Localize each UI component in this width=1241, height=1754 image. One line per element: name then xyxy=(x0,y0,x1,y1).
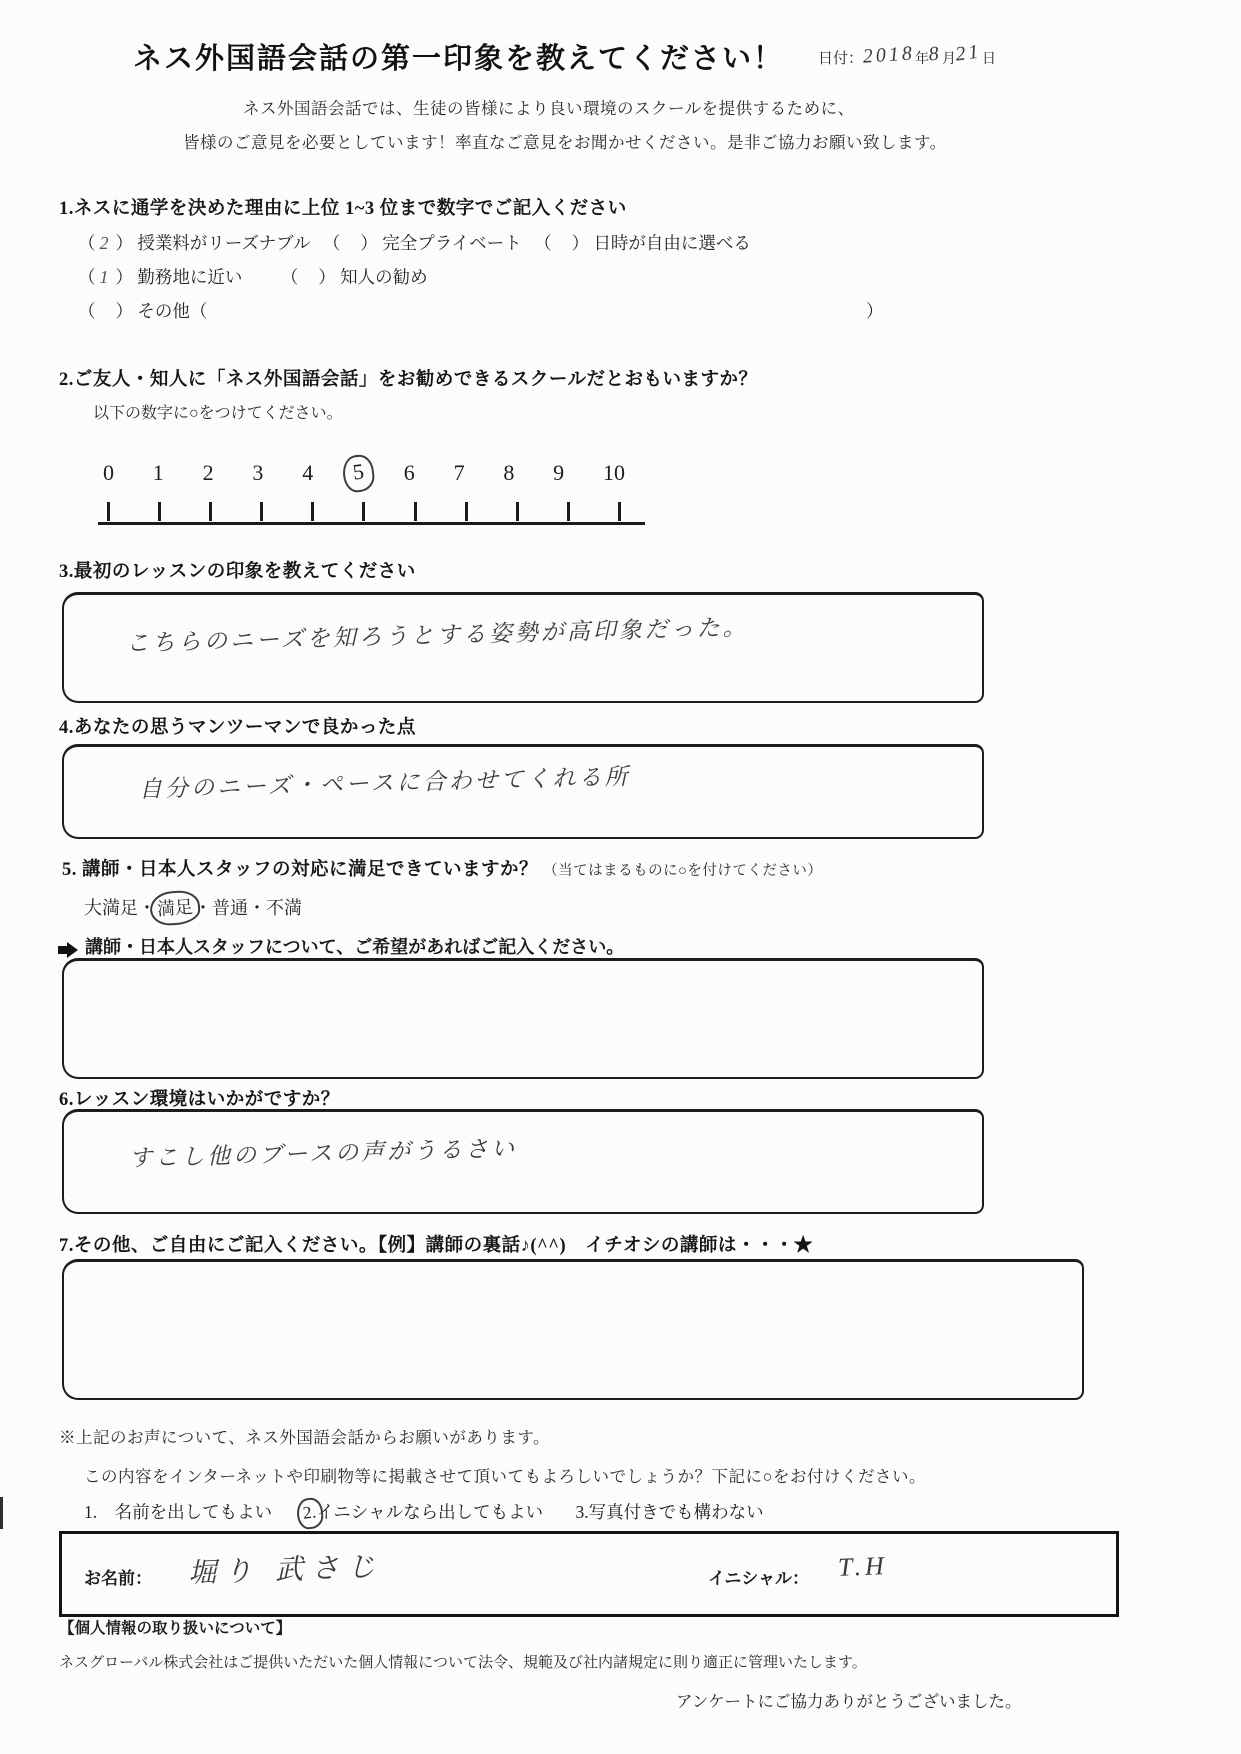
scale-number-7: 7 xyxy=(453,460,465,485)
consent-choice-2-number: 2. xyxy=(301,1501,317,1523)
q4-answer-box xyxy=(62,744,984,839)
intro-line-2: 皆様のご意見を必要としています！率直なご意見をお聞かせください。是非ご協力お願い致します。 xyxy=(183,133,947,152)
q5-option-manzoku-circled xyxy=(149,889,201,926)
q7-heading: 7.その他、ご自由にご記入ください。【例】講師の裏話♪(^^) イチオシの講師は・・・★ xyxy=(59,1236,813,1256)
option-separator: ・ xyxy=(138,898,156,918)
name-handwritten-value: 堀り 武さじ xyxy=(187,1551,384,1590)
date-day-handwritten: 21 xyxy=(954,40,983,66)
option-separator: ・ xyxy=(194,898,212,918)
q5-heading xyxy=(62,855,822,881)
scale-number-10: 10 xyxy=(602,460,625,485)
intro-line-1: ネス外国語会話では、生徒の皆様により良い環境のスクールを提供するために、 xyxy=(243,99,855,118)
date-day-unit: 日 xyxy=(982,52,997,67)
tick-mark xyxy=(567,502,570,521)
tick-mark xyxy=(465,502,468,521)
q5-heading-note: （当てはまるものに○を付けてください） xyxy=(543,863,823,879)
q5-satisfaction-options xyxy=(84,893,302,923)
q2-rating-scale xyxy=(103,460,625,487)
q1-rank-mark-reasonable: 2 xyxy=(99,233,112,253)
tick-mark xyxy=(516,502,519,521)
q1-option-row-1 xyxy=(78,230,751,255)
q1-option-label: 知人の勧め xyxy=(340,267,428,287)
option-separator: ・ xyxy=(248,898,266,918)
footer-note-2: この内容をインターネットや印刷物等に掲載させて頂いてもよろしいでしょうか？下記に○をお付けください。 xyxy=(84,1467,926,1486)
tick-mark xyxy=(311,502,314,521)
q4-heading: 4.あなたの思うマンツーマンで良かった点 xyxy=(59,718,416,738)
q2-heading: 2.ご友人・知人に「ネス外国語会話」をお勧めできるスクールだとおもいますか？ xyxy=(59,370,758,390)
q2-scale-ruler xyxy=(98,500,645,525)
q6-answer-box xyxy=(62,1109,984,1214)
checkbox-opening-paren: （ xyxy=(322,233,341,253)
tick-mark xyxy=(158,502,161,521)
consent-choice-1: 1. 名前を出してもよい xyxy=(84,1502,273,1522)
checkbox-closing-paren: ） xyxy=(115,301,133,321)
scale-number-5-circled xyxy=(341,453,376,494)
checkbox-closing-paren: ） xyxy=(115,267,133,287)
q6-heading: 6.レッスン環境はいかがですか？ xyxy=(59,1090,340,1110)
q5-option-daimanzoku: 大満足 xyxy=(84,898,138,918)
consent-choice-2-circled-number xyxy=(295,1497,324,1531)
q5-option-manzoku: 満足 xyxy=(156,896,194,920)
tick-mark xyxy=(107,502,110,521)
checkbox-opening-paren: （ xyxy=(78,301,96,321)
consent-choice-3: 3.写真付きでも構わない xyxy=(575,1502,764,1522)
checkbox-opening-paren: （ xyxy=(280,267,299,287)
scale-number-2: 2 xyxy=(202,460,214,485)
scale-number-4: 4 xyxy=(302,460,314,485)
q3-handwritten-answer: こちらのニーズを知ろうとする姿勢が高印象だった。 xyxy=(125,614,750,656)
tick-mark xyxy=(260,502,263,521)
scale-number-5: 5 xyxy=(351,458,366,485)
q5-answer-box xyxy=(62,958,984,1079)
scale-number-8: 8 xyxy=(503,460,515,485)
checkbox-closing-paren: ） xyxy=(360,233,378,253)
q3-answer-box xyxy=(62,592,984,703)
q5-followup-text: 講師・日本人スタッフについて、ご希望があればご記入ください。 xyxy=(85,937,625,957)
tick-mark xyxy=(618,502,621,521)
q5-heading-text: 5. 講師・日本人スタッフの対応に満足できていますか？ xyxy=(62,860,539,880)
checkbox-opening-paren: （ xyxy=(78,267,96,287)
date-month-unit: 月 xyxy=(942,52,957,67)
q2-scale-ticks xyxy=(107,502,621,522)
q1-option-row-3 xyxy=(78,298,207,323)
scale-number-0: 0 xyxy=(103,460,114,485)
q2-instruction: 以下の数字に○をつけてください。 xyxy=(93,405,343,422)
date-field xyxy=(818,40,997,69)
q6-handwritten-answer: すこし他のブースの声がうるさい xyxy=(128,1135,518,1171)
q5-option-futsuu: 普通 xyxy=(212,898,248,918)
q1-option-label: その他（ xyxy=(137,301,208,321)
q1-option-label: 授業料がリーズナブル xyxy=(137,233,311,253)
date-year-unit: 年 xyxy=(915,52,930,67)
consent-choice-2-label: イニシャルなら出してもよい xyxy=(316,1502,544,1522)
q1-other-closing-paren: ） xyxy=(866,301,884,321)
name-label: お名前： xyxy=(84,1569,152,1588)
consent-choices xyxy=(84,1499,764,1526)
q5-followup-line xyxy=(58,933,624,959)
checkbox-closing-paren: ） xyxy=(318,267,336,287)
q1-option-row-2 xyxy=(78,264,428,289)
initial-handwritten-value: T.H xyxy=(837,1551,889,1582)
scale-number-6: 6 xyxy=(403,460,415,485)
q1-option-label: 勤務地に近い xyxy=(137,267,243,287)
checkbox-opening-paren: （ xyxy=(534,233,552,253)
checkbox-closing-paren: ） xyxy=(115,233,133,253)
q1-heading: 1.ネスに通学を決めた理由に上位 1~3 位まで数字でご記入ください xyxy=(59,199,627,219)
scan-edge-artifact xyxy=(0,1497,3,1529)
date-year-handwritten: 2018 xyxy=(862,42,916,68)
checkbox-closing-paren: ） xyxy=(571,233,590,253)
footer-note-1: ※上記のお声について、ネス外国語会話からお願いがあります。 xyxy=(59,1428,551,1447)
privacy-text: ネスグローバル株式会社はご提供いただいた個人情報について法令、規範及び社内諸規定に則り適正に管理いたします。 xyxy=(59,1655,867,1671)
checkbox-opening-paren: （ xyxy=(78,233,96,253)
scale-number-3: 3 xyxy=(252,460,264,485)
name-box xyxy=(59,1531,1119,1617)
tick-mark xyxy=(209,502,212,521)
initial-label: イニシャル： xyxy=(708,1569,809,1588)
q4-handwritten-answer: 自分のニーズ・ペースに合わせてくれる所 xyxy=(138,764,631,802)
tick-mark xyxy=(362,502,365,521)
scale-number-1: 1 xyxy=(152,460,164,485)
tick-mark xyxy=(414,502,417,521)
privacy-heading: 【個人情報の取り扱いについて】 xyxy=(59,1620,292,1637)
q3-heading: 3.最初のレッスンの印象を教えてください xyxy=(59,562,416,582)
date-month-handwritten: 8 xyxy=(927,42,943,66)
q1-option-label: 日時が自由に選べる xyxy=(593,233,751,253)
thanks-text: アンケートにご協力ありがとうございました。 xyxy=(676,1692,1022,1711)
q5-option-fuman: 不満 xyxy=(266,898,302,918)
right-arrow-icon xyxy=(58,938,78,959)
q1-option-label: 完全プライベート xyxy=(382,233,522,253)
page-title: ネス外国語会話の第一印象を教えてください！ xyxy=(133,43,785,75)
q1-rank-mark-near-work: 1 xyxy=(99,267,112,287)
scale-number-9: 9 xyxy=(553,460,565,485)
q7-answer-box xyxy=(62,1259,1084,1400)
date-label: 日付： xyxy=(818,51,864,67)
